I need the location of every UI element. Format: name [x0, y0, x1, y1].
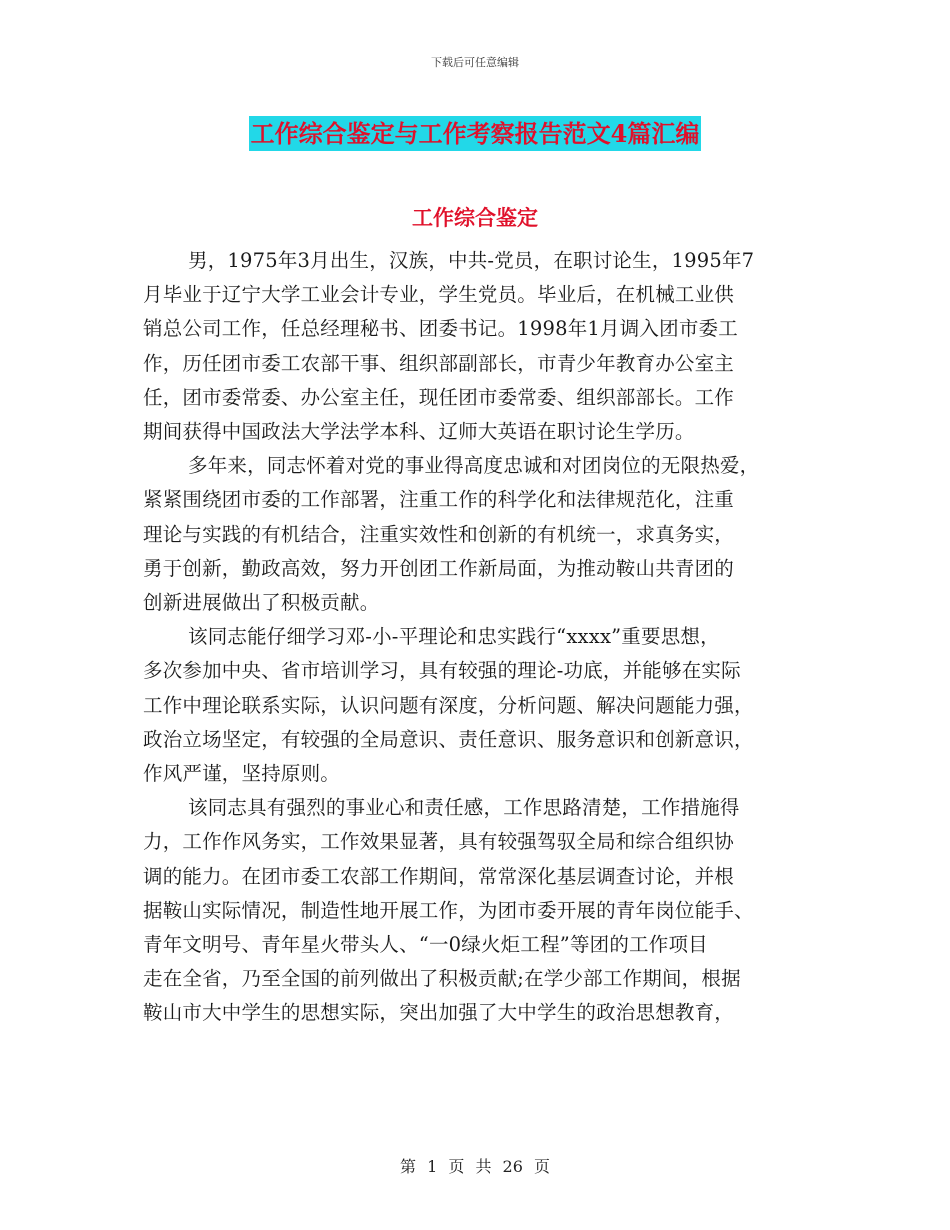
section-title: 工作综合鉴定 [412, 205, 538, 230]
document-title [0, 114, 950, 149]
text-line: 作风严谨，坚持原则。 [143, 762, 341, 786]
text-line: 该同志能仔细学习邓-小-平理论和忠实践行“xxxx”重要思想， [188, 625, 720, 649]
document-title-text: 工作综合鉴定与工作考察报告范文4篇汇编 [249, 116, 702, 151]
text-line: 任，团市委常委、办公室主任，现任团市委常委、组织部部长。工作 [143, 385, 735, 409]
text-line: 鞍山市大中学生的思想实际，突出加强了大中学生的政治思想教育， [143, 1001, 735, 1025]
text-line: 勇于创新，勤政高效，努力开创团工作新局面，为推动鞍山共青团的 [143, 556, 735, 580]
text-line: 多年来，同志怀着对党的事业得高度忠诚和对团岗位的无限热爱， [188, 454, 760, 478]
page-footer: 第 1 页 共 26 页 [400, 1157, 550, 1176]
text-line: 期间获得中国政法大学法学本科、辽师大英语在职讨论生学历。 [143, 420, 695, 444]
text-line: 月毕业于辽宁大学工业会计专业，学生党员。毕业后，在机械工业供 [143, 283, 735, 307]
text-line: 政治立场坚定，有较强的全局意识、责任意识、服务意识和创新意识， [143, 727, 754, 751]
text-line: 走在全省，乃至全国的前列做出了积极贡献;在学少部工作期间，根据 [143, 967, 741, 991]
text-line: 工作中理论联系实际，认识问题有深度，分析问题、解决问题能力强， [143, 693, 754, 717]
page-header-note: 下载后可任意编辑 [431, 56, 519, 69]
text-line: 男，1975年3月出生，汉族，中共-党员，在职讨论生，1995年7 [188, 249, 755, 272]
text-line: 销总公司工作，任总经理秘书、团委书记。1998年1月调入团市委工 [143, 317, 738, 341]
text-line: 作，历任团市委工农部干事、组织部副部长，市青少年教育办公室主 [143, 351, 735, 375]
text-line: 该同志具有强烈的事业心和责任感，工作思路清楚，工作措施得 [188, 796, 740, 820]
body-text [143, 244, 803, 1031]
text-line: 理论与实践的有机结合，注重实效性和创新的有机统一，求真务实， [143, 522, 735, 546]
text-line: 力，工作作风务实，工作效果显著，具有较强驾驭全局和综合组织协 [143, 830, 735, 854]
text-line: 多次参加中央、省市培训学习，具有较强的理论-功底，并能够在实际 [143, 659, 741, 683]
text-line: 调的能力。在团市委工农部工作期间，常常深化基层调查讨论，并根 [143, 864, 735, 888]
text-line: 据鞍山实际情况，制造性地开展工作，为团市委开展的青年岗位能手、 [143, 898, 754, 922]
text-line: 青年文明号、青年星火带头人、“一0绿火炬工程”等团的工作项目 [143, 933, 708, 957]
text-line: 紧紧围绕团市委的工作部署，注重工作的科学化和法律规范化，注重 [143, 488, 735, 512]
text-line: 创新进展做出了积极贡献。 [143, 591, 380, 615]
